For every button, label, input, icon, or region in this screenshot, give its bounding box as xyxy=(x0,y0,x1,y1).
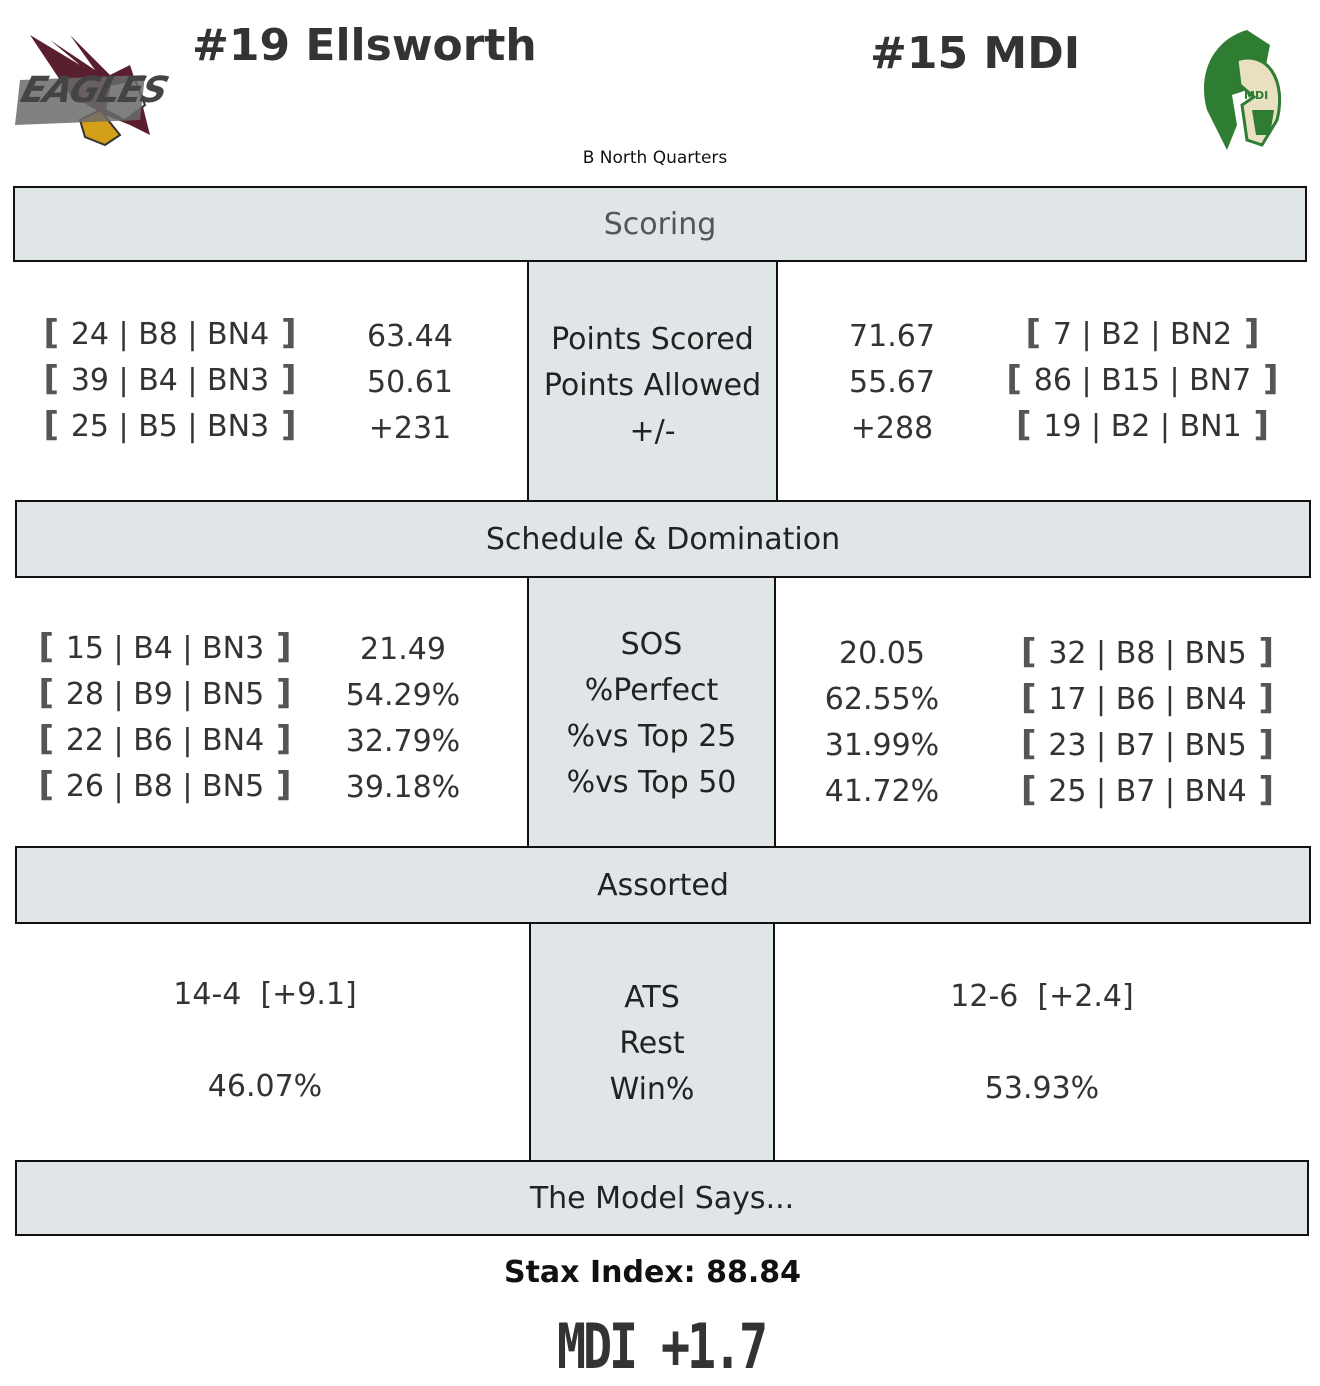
rank-entry: [ 26 | B8 | BN5 ] xyxy=(38,765,292,805)
rank-entry: [ 22 | B6 | BN4 ] xyxy=(38,719,292,759)
stat-value: 62.55% xyxy=(824,682,940,717)
rank-entry: [ 25 | B7 | BN4 ] xyxy=(1020,770,1275,810)
stat-value: 63.44 xyxy=(367,319,453,354)
stat-value: 55.67 xyxy=(849,365,935,400)
rank-entry: [ 86 | B15 | BN7 ] xyxy=(1006,359,1279,399)
spartan-logo-text: MDI xyxy=(1244,89,1269,102)
rank-entry: [ 23 | B7 | BN5 ] xyxy=(1020,724,1275,764)
assorted-header xyxy=(15,846,1311,924)
schedule-header xyxy=(15,500,1311,578)
model-header xyxy=(15,1160,1309,1236)
schedule-left-ranks xyxy=(35,624,295,808)
scoring-left-values xyxy=(330,314,490,452)
model-verdict: MDI +1.7 xyxy=(557,1310,765,1383)
schedule-left-values xyxy=(318,627,488,811)
scoring-header xyxy=(13,186,1307,262)
stat-value: 54.29% xyxy=(345,678,461,713)
schedule-labels xyxy=(529,622,774,806)
right-ats: 12-6 [+2.4] xyxy=(950,979,1134,1014)
stat-label: %Perfect xyxy=(584,673,719,708)
assorted-header-label: Assorted xyxy=(597,867,729,903)
rank-entry: [ 17 | B6 | BN4 ] xyxy=(1020,678,1275,718)
stat-label: Rest xyxy=(619,1026,685,1061)
stat-value: 50.61 xyxy=(367,365,453,400)
scoring-right-ranks xyxy=(1000,310,1285,448)
stat-value: 71.67 xyxy=(849,319,935,354)
schedule-right-ranks xyxy=(1015,629,1280,813)
game-subtitle: B North Quarters xyxy=(582,148,728,168)
stat-value: 41.72% xyxy=(824,774,940,809)
scoring-labels xyxy=(529,317,776,455)
stax-index: Stax Index: 88.84 xyxy=(503,1255,801,1290)
stat-value: 21.49 xyxy=(360,632,446,667)
scoring-right-values xyxy=(812,314,972,452)
spartan-helmet-icon xyxy=(1192,25,1292,155)
stat-label: Points Scored xyxy=(551,322,754,357)
rank-entry: [ 24 | B8 | BN4 ] xyxy=(43,313,297,353)
model-header-label: The Model Says... xyxy=(529,1180,795,1216)
schedule-right-values xyxy=(797,631,967,815)
rank-entry: [ 28 | B9 | BN5 ] xyxy=(38,673,292,713)
stat-value: 39.18% xyxy=(345,770,461,805)
left-team-title: #19 Ellsworth xyxy=(192,20,537,71)
assorted-labels xyxy=(531,975,773,1113)
scoring-header-label: Scoring xyxy=(603,206,717,242)
rank-entry: [ 25 | B5 | BN3 ] xyxy=(43,405,297,445)
stat-label: %vs Top 25 xyxy=(566,719,737,754)
spartan-logo xyxy=(1192,25,1292,155)
stat-label: Win% xyxy=(609,1072,695,1107)
rank-entry: [ 19 | B2 | BN1 ] xyxy=(1015,405,1270,445)
stat-value: 31.99% xyxy=(824,728,940,763)
stat-value: +231 xyxy=(368,411,452,446)
rank-entry: [ 7 | B2 | BN2 ] xyxy=(1025,313,1260,353)
stat-label: Points Allowed xyxy=(543,368,762,403)
rank-entry: [ 39 | B4 | BN3 ] xyxy=(43,359,297,399)
schedule-header-label: Schedule & Domination xyxy=(485,521,841,557)
left-ats: 14-4 [+9.1] xyxy=(173,977,357,1012)
stat-label: %vs Top 50 xyxy=(566,765,737,800)
stat-value: 20.05 xyxy=(839,636,925,671)
eagles-logo xyxy=(10,25,171,155)
scoring-left-ranks xyxy=(40,310,300,448)
rank-entry: [ 32 | B8 | BN5 ] xyxy=(1020,632,1275,672)
eagles-logo-text: EAGLES xyxy=(16,70,171,111)
stat-label: ATS xyxy=(624,980,680,1015)
right-win-pct: 53.93% xyxy=(984,1071,1100,1106)
stat-value: +288 xyxy=(850,411,934,446)
stat-value: 32.79% xyxy=(345,724,461,759)
stat-label: SOS xyxy=(620,627,683,662)
right-team-title: #15 MDI xyxy=(870,28,1081,79)
stat-label: +/- xyxy=(629,414,676,449)
left-win-pct: 46.07% xyxy=(207,1069,323,1104)
rank-entry: [ 15 | B4 | BN3 ] xyxy=(38,627,292,667)
